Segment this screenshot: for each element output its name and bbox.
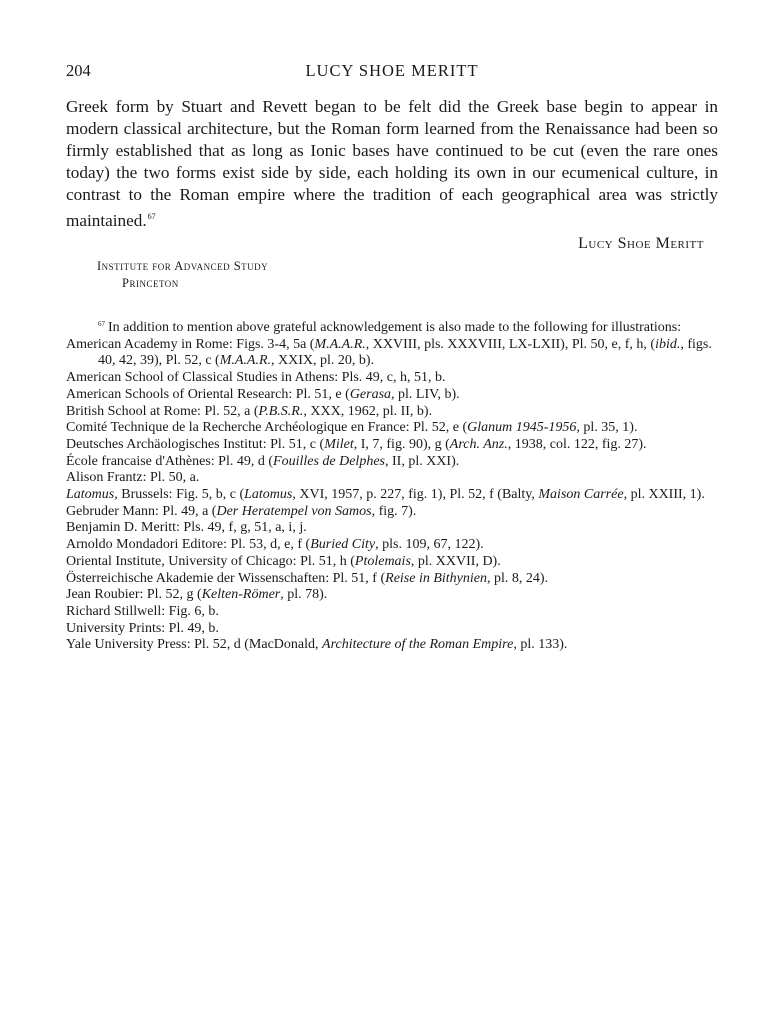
entry-text: , pl. 133).: [513, 637, 568, 653]
entry-text: Comité Technique de la Recherche Archéologique en France: Pl. 52, e (: [66, 420, 468, 436]
italic-citation: Reise in Bithynien: [385, 570, 487, 586]
italic-citation: M.A.A.R.: [219, 353, 272, 369]
italic-citation: M.A.A.R.: [314, 336, 366, 352]
entry-text: Gebruder Mann: Pl. 49, a (: [66, 503, 217, 519]
entry-text: , XXX, 1962, pl. II, b).: [303, 403, 433, 419]
acknowledgement-entry: [66, 587, 718, 604]
acknowledgement-entry: [66, 470, 718, 487]
entry-text: , XXIX, pl. 20, b).: [271, 353, 375, 369]
entry-text: Richard Stillwell: Fig. 6, b.: [66, 603, 219, 619]
italic-citation: Gerasa: [349, 386, 392, 402]
entry-text: Deutsches Archäologisches Institut: Pl. 51, c (: [66, 436, 325, 452]
acknowledgement-entry: [66, 404, 718, 421]
entry-text: , pl. 8, 24).: [487, 570, 549, 586]
acknowledgement-entry: [66, 337, 718, 370]
entry-text: , XXVIII, pls. XXXVIII, LX-LXII), Pl. 50, e, f, h, (: [365, 336, 656, 352]
acknowledgement-entry: [66, 621, 718, 638]
entry-text: Benjamin D. Meritt: Pls. 49, f, g, 51, a, i, j.: [66, 520, 307, 536]
footnote-intro-text: In addition to mention above grateful acknowledgement is also made to the following for illustrations:: [108, 320, 682, 335]
entry-text: University Prints: Pl. 49, b.: [66, 620, 219, 636]
acknowledgement-entry: [66, 537, 718, 554]
entry-text: , pl. 78).: [280, 587, 328, 603]
acknowledgement-entry: [66, 487, 718, 504]
acknowledgement-entry: [66, 571, 718, 588]
entry-text: , II, pl. XXI).: [385, 453, 460, 469]
entry-text: Brussels: Fig. 5, b, c (: [117, 487, 245, 503]
italic-citation: Latomus: [244, 487, 293, 503]
entry-text: American School of Classical Studies in Athens: Pls. 49, c, h, 51, b.: [66, 370, 446, 386]
entry-text: Yale University Press: Pl. 52, d (MacDonald,: [66, 637, 323, 653]
institute-name: Institute for Advanced Study: [97, 259, 269, 273]
entry-text: American Academy in Rome: Figs. 3-4, 5a (: [66, 336, 315, 352]
entry-text: , fig. 7).: [371, 503, 417, 519]
entry-text: , pl. LIV, b).: [391, 386, 460, 402]
acknowledgement-entry: [66, 637, 718, 654]
body-text: Greek form by Stuart and Revett began to be felt did the Greek base begin to appear in modern classical architecture, but the Roman form learned from the Renaissance had been so firmly established that as long as Ionic bases have continued to be cut (even the rare ones today) the two forms exist side by side, each holding its own in our ecumenical culture, in contrast to the Roman empire where the tradition of each geographical area was strictly maintained.: [66, 97, 718, 230]
entry-text: École francaise d'Athènes: Pl. 49, d (: [66, 453, 274, 469]
running-title: LUCY SHOE MERITT: [305, 61, 479, 80]
italic-citation: ibid.: [655, 336, 681, 352]
italic-citation: Latomus,: [66, 487, 118, 503]
italic-citation: Glanum 1945-1956,: [467, 420, 580, 436]
entry-text: , pls. 109, 67, 122).: [375, 537, 484, 553]
acknowledgement-list: [66, 337, 718, 654]
running-header: [66, 58, 718, 82]
acknowledgement-entry: [66, 370, 718, 387]
acknowledgement-entry: [66, 420, 718, 437]
entry-text: pl. 35, 1).: [579, 420, 638, 436]
body-paragraph: [66, 96, 718, 232]
entry-text: American Schools of Oriental Research: Pl. 51, e (: [66, 386, 350, 402]
footnote-intro: [66, 316, 718, 337]
acknowledgement-entry: [66, 604, 718, 621]
italic-citation: Fouilles de Delphes: [273, 453, 385, 469]
entry-text: , pl. XXVII, D).: [410, 553, 501, 569]
acknowledgement-entry: [66, 504, 718, 521]
italic-citation: Ptolemais: [354, 553, 411, 569]
italic-citation: Kelten-Römer: [201, 587, 281, 603]
italic-citation: Der Heratempel von Samos: [216, 503, 372, 519]
footnote: [66, 316, 718, 654]
entry-text: , figs. 40, 42, 39), Pl. 52, c (: [98, 336, 712, 369]
entry-text: British School at Rome: Pl. 52, a (: [66, 403, 259, 419]
italic-citation: Milet,: [324, 436, 358, 452]
entry-text: Arnoldo Mondadori Editore: Pl. 53, d, e, f (: [66, 537, 311, 553]
italic-citation: Architecture of the Roman Empire: [322, 637, 514, 653]
page-number: 204: [66, 61, 91, 80]
entry-text: , pl. XXIII, 1).: [623, 487, 705, 503]
entry-text: , 1938, col. 122, fig. 27).: [507, 436, 647, 452]
italic-citation: Arch. Anz.: [449, 436, 508, 452]
entry-text: Jean Roubier: Pl. 52, g (: [66, 587, 202, 603]
italic-citation: Buried City: [310, 537, 376, 553]
acknowledgement-entry: [66, 554, 718, 571]
signature: [66, 232, 718, 266]
footnote-reference: 67: [147, 212, 156, 221]
acknowledgement-entry: [66, 387, 718, 404]
institute-city: Princeton: [122, 276, 179, 290]
acknowledgement-entry: [66, 454, 718, 471]
entry-text: I, 7, fig. 90), g (: [357, 436, 450, 452]
entry-text: Alison Frantz: Pl. 50, a.: [66, 470, 200, 486]
page: [66, 58, 718, 654]
entry-text: , XVI, 1957, p. 227, fig. 1), Pl. 52, f (Balty,: [292, 487, 539, 503]
entry-text: Oriental Institute, University of Chicago: Pl. 51, h (: [66, 553, 355, 569]
entry-text: Österreichische Akademie der Wissenschaften: Pl. 51, f (: [66, 570, 386, 586]
acknowledgement-entry: [66, 520, 718, 537]
footnote-number: 67: [98, 320, 105, 328]
italic-citation: Maison Carrée: [538, 487, 624, 503]
acknowledgement-entry: [66, 437, 718, 454]
author-name: Lucy Shoe Meritt: [578, 235, 704, 252]
italic-citation: P.B.S.R.: [258, 403, 304, 419]
